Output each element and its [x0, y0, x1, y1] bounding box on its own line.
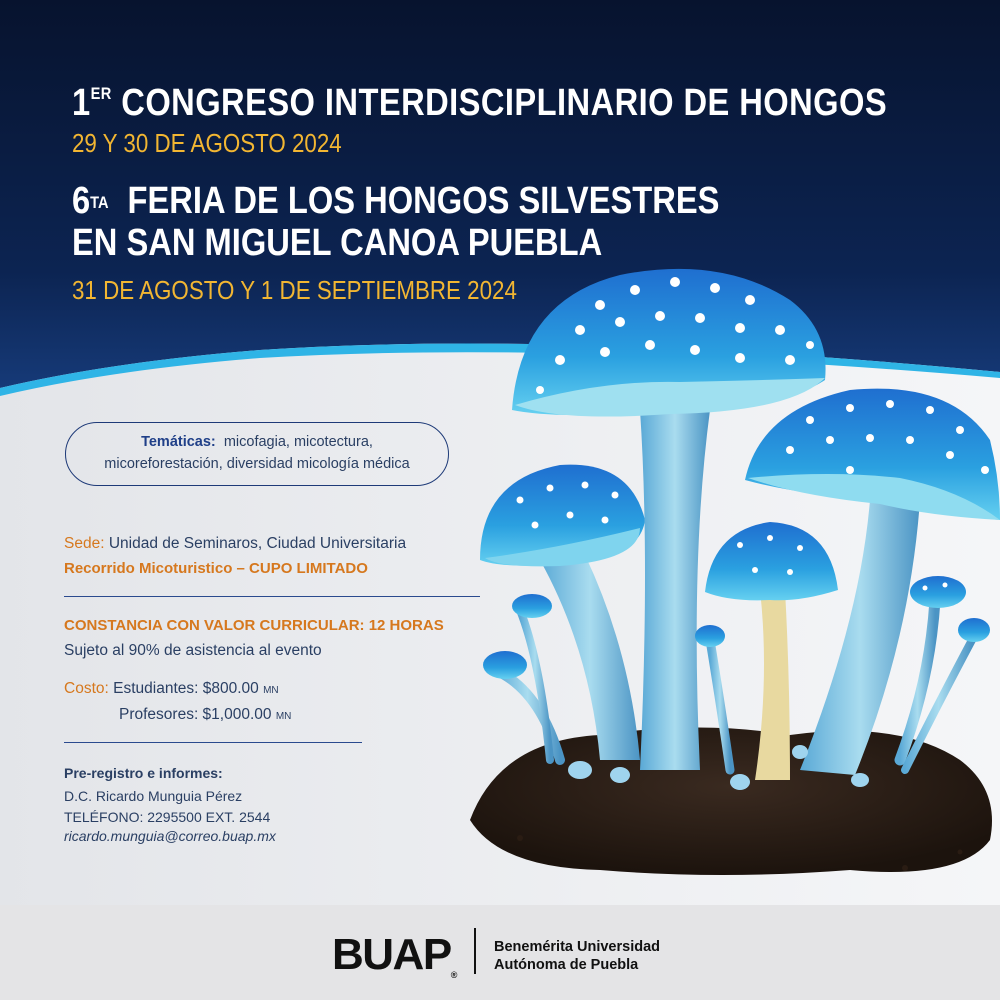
contact-email[interactable]: ricardo.munguia@correo.buap.mx [64, 828, 276, 844]
topics-line2: micoreforestación, diversidad micología médica [104, 456, 410, 472]
certificate-title: CONSTANCIA CON VALOR CURRICULAR: 12 HORAS [64, 617, 444, 634]
cost-currency-students: MN [263, 685, 279, 696]
buap-logo [332, 930, 457, 980]
topics-line1: micofagia, micotectura, [223, 434, 373, 450]
buap-logo-text: BUAP [332, 930, 451, 979]
cost-currency-professors: MN [275, 711, 292, 722]
divider-2 [64, 742, 362, 743]
university-name [494, 938, 660, 974]
cost-students-line [64, 680, 279, 698]
cost-students: Estudiantes: $800.00 [113, 680, 259, 697]
fair-title-line1: FERIA DE LOS HONGOS SILVESTRES [127, 180, 720, 222]
fair-title [72, 180, 719, 264]
footer-separator [474, 928, 476, 974]
fair-title-number: 6 [72, 180, 91, 222]
cost-label: Costo: [64, 680, 109, 697]
cost-professors: Profesores: $1,000.00 [119, 706, 272, 723]
congress-title-text: CONGRESO INTERDISCIPLINARIO DE HONGOS [121, 82, 888, 124]
venue-line [64, 535, 406, 553]
buap-registered-mark: ® [450, 970, 458, 980]
topics-box [65, 422, 449, 486]
venue-value: Unidad de Seminaros, Ciudad Universitaria [108, 535, 407, 552]
divider-1 [64, 596, 480, 597]
topics-label: Temáticas: [141, 434, 216, 450]
congress-title [72, 82, 887, 125]
fair-title-line2: EN SAN MIGUEL CANOA PUEBLA [72, 222, 603, 264]
venue-label: Sede: [64, 535, 105, 552]
contact-name: D.C. Ricardo Munguia Pérez [64, 788, 243, 804]
university-name-line2: Autónoma de Puebla [494, 957, 639, 973]
congress-title-number: 1 [72, 82, 91, 124]
contact-phone: TELÉFONO: 2295500 EXT. 2544 [64, 809, 271, 825]
fair-date: 31 DE AGOSTO Y 1 DE SEPTIEMBRE 2024 [72, 275, 517, 305]
cost-professors-line [119, 706, 291, 724]
certificate-note: Sujeto al 90% de asistencia al evento [64, 642, 322, 659]
university-name-line1: Benemérita Universidad [494, 939, 661, 955]
fair-title-ordinal: TA [90, 193, 109, 212]
tour-note: Recorrido Micoturistico – CUPO LIMITADO [64, 560, 368, 577]
congress-date: 29 Y 30 DE AGOSTO 2024 [72, 128, 342, 158]
contact-title: Pre-registro e informes: [64, 765, 223, 781]
congress-title-ordinal: ER [90, 84, 112, 103]
